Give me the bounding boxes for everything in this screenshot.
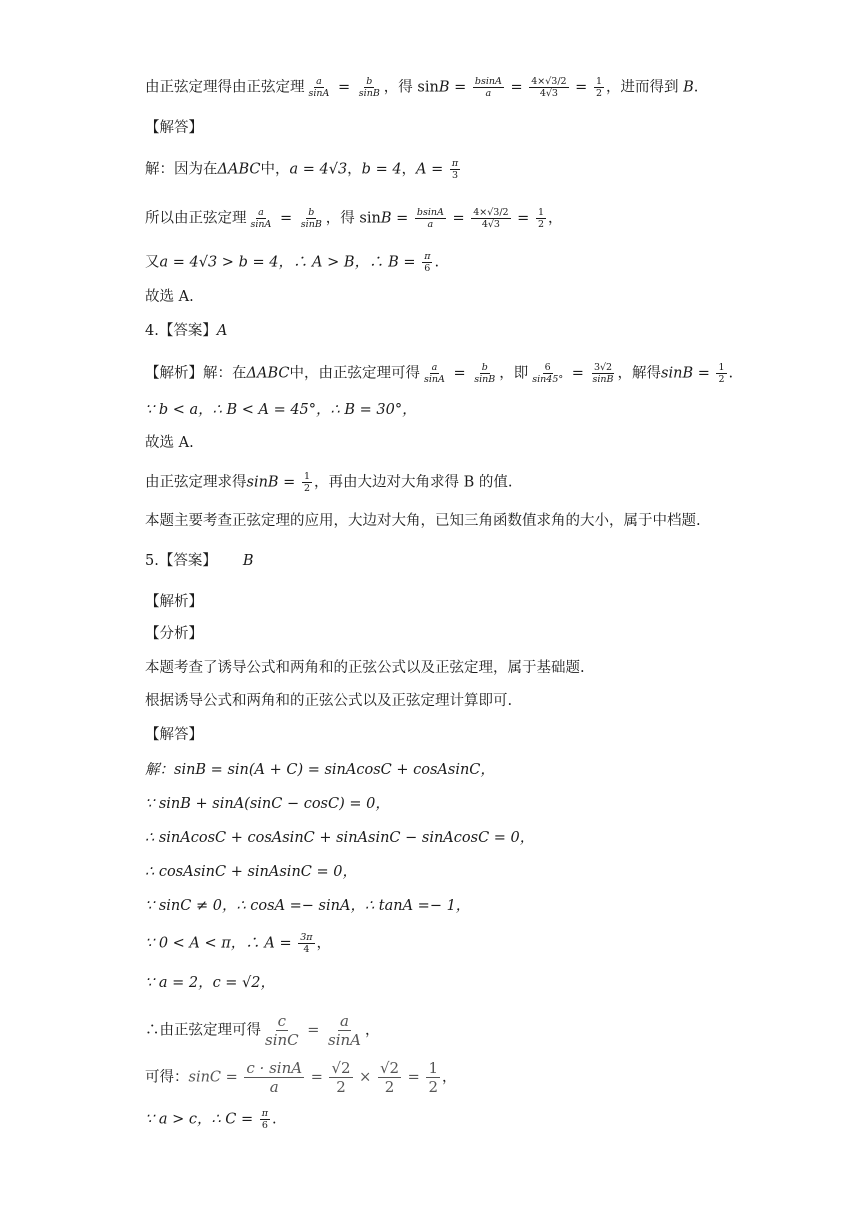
section-heading: 【解答】 [145, 120, 203, 136]
section-heading: 【分析】 [145, 626, 203, 642]
answer-heading: 4.【答案】A [145, 323, 228, 339]
text-line: 所以由正弦定理 $\frac{a}{\sin A}$ = $\frac{b}{\sin B}$ ，得 sinB = $\frac{bsinA}{a}$ = $\frac{4\times√3/2}{4√3}$ = $\frac{1}{2}$ ， [145, 207, 563, 230]
document-page [145, 0, 765, 1216]
fraction: $\frac{a}{\sin A}$ [308, 76, 330, 99]
fraction: $\frac{bsinA}{a}$ [474, 76, 502, 99]
text-line: 由正弦定理求得sinB = $\frac{1}{2}$ ，再由大边对大角求得 B 的值. [145, 471, 513, 494]
text-line: 故选 A. [145, 289, 194, 305]
text-line: ∵ 0 < A < π，∴ A = $\frac{3\pi}{4}$ ， [145, 932, 332, 955]
text-line: 解：因为在ΔABC中，a = 4√3，b = 4，A = $\frac{\pi}{3}$ [145, 158, 459, 181]
fraction: $\frac{\pi}{3}$ [451, 158, 459, 181]
text-line: ∴由正弦定理可得 $\frac{c}{\sin C}$ = $\frac{a}{\sin A}$ ， [145, 1012, 380, 1049]
text-line: 本题考查了诱导公式和两角和的正弦公式以及正弦定理，属于基础题. [145, 660, 585, 676]
section-heading: 【解答】 [145, 727, 203, 743]
text-line: 可得：sinC = $\frac{c \cdot \sin A}{a}$ = $\frac{√2}{2}$ × $\frac{√2}{2}$ = $\frac{1}{2}$ ， [145, 1059, 457, 1096]
text-line: ∵ sinB + sinA(sinC − cosC) = 0， [145, 796, 390, 812]
section-heading: 【解析】 [145, 594, 203, 610]
fraction: $\frac{b}{\sin B}$ [358, 76, 380, 99]
text-line: ∴ cosAsinC + sinAsinC = 0， [145, 864, 357, 880]
text-line: 根据诱导公式和两角和的正弦公式以及正弦定理计算即可. [145, 693, 513, 709]
text-line: ∴ sinAcosC + cosAsinC + sinAsinC − sinAcosC = 0， [145, 830, 535, 846]
text-line: ∵ sinC ≠ 0，∴ cosA =− sinA，∴ tanA =− 1， [145, 898, 471, 914]
text: 由正弦定理得由正弦定理 [145, 79, 305, 96]
text-line: 解：sinB = sin(A + C) = sinAcosC + cosAsinC， [145, 762, 495, 778]
fraction: $\frac{4\times√3/2}{4√3}$ [531, 76, 567, 99]
text-line: ∵ a = 2，c = √2， [145, 975, 276, 991]
text-line: ∵ a > c，∴ C = $\frac{\pi}{6}$ . [145, 1108, 277, 1131]
text-line: 【解析】解：在ΔABC中，由正弦定理可得 $\frac{a}{\sin A}$ = $\frac{b}{\sin B}$ ，即 $\frac{6}{\sin 45^\circ}$ = $\frac{3√2}{\sin B}$ ，解得sinB = $\frac{1}{2}$ . [145, 362, 734, 385]
fraction: $\frac{1}{2}$ [595, 76, 602, 99]
text-line: 本题主要考查正弦定理的应用，大边对大角，已知三角函数值求角的大小，属于中档题. [145, 513, 701, 529]
text-line: ∵ b < a，∴ B < A = 45°，∴ B = 30°， [145, 402, 417, 418]
answer-heading: 5.【答案】 B [145, 553, 254, 569]
text-line: 由正弦定理得由正弦定理 $\frac{a}{\sin A}$ = $\frac{b}{\sin B}$ ，得 sinB = $\frac{bsinA}{a}$ = $\frac{4\times√3/2}{4√3}$ = $\frac{1}{2}$ ，进而得到 B. [145, 76, 699, 99]
text-line: 又a = 4√3 > b = 4，∴ A > B，∴ B = $\frac{\pi}{6}$ . [145, 251, 440, 274]
text-line: 故选 A. [145, 435, 194, 451]
